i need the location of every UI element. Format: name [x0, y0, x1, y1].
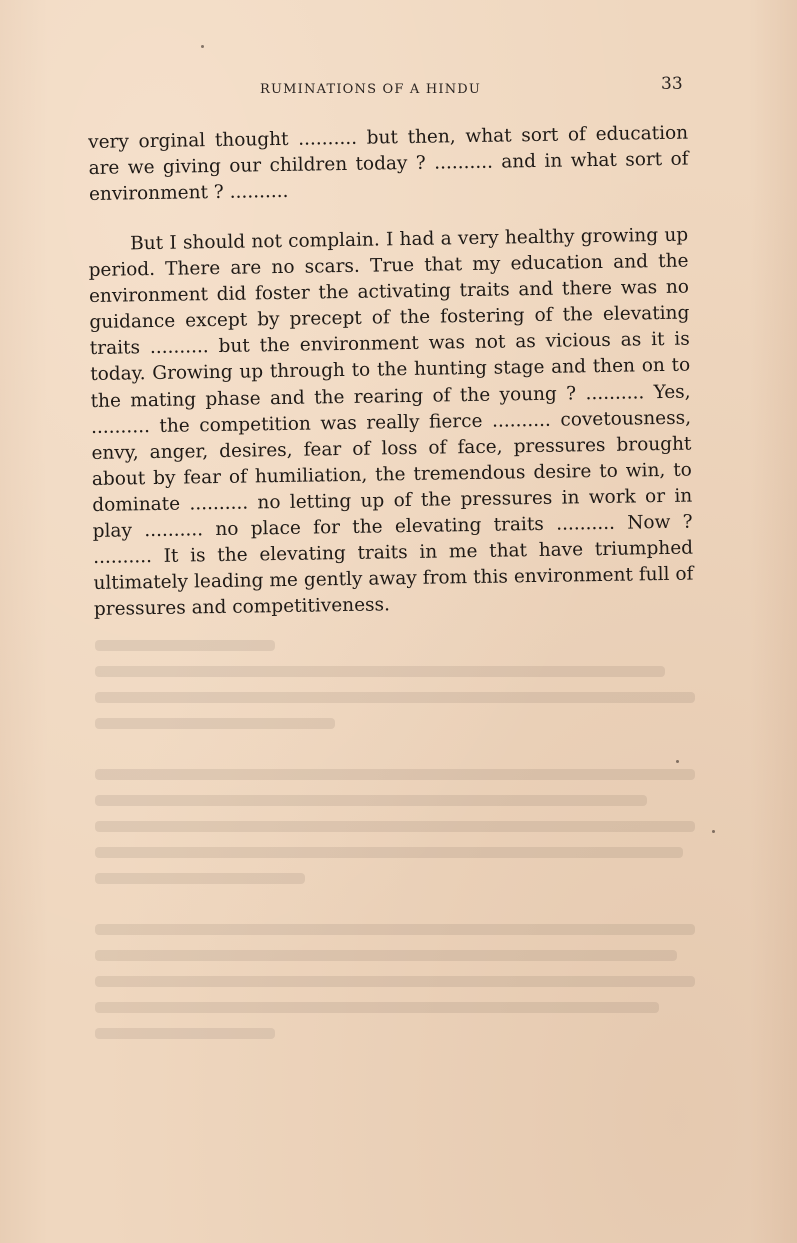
paper-speck	[712, 830, 715, 833]
paragraph-2	[88, 223, 694, 624]
paper-speck	[676, 760, 679, 763]
paragraph-1	[88, 121, 689, 209]
page-number: 33	[661, 74, 683, 94]
reverse-side-show-through	[95, 640, 695, 1140]
paper-speck	[201, 45, 204, 48]
running-head: RUMINATIONS OF A HINDU	[260, 82, 482, 97]
paragraph-2-text: But I should not complain. I had a very healthy growing up period. There are no scars. True that my education and the environment did foster the activating traits and there was no guidance except by precept of the fostering of the elevating traits .......... but the environment was not as vicious as it is today. Growing up through to the hunting stage and then on to the mating phase and the rearing of the young ? .......... Yes, .......... the competition was really fierce .......... covetousness, envy, anger, desires, fear of loss of face, pressures brought about by fear of humiliation, the tremendous desire to win, to dominate .......... no letting up of the pressures in work or in play .......... no place for the elevating traits .......... Now ? .......... It is the elevating traits in me that have triumphed ultimately leading me gently away from this environment full of pressures and competitiveness.	[88, 224, 694, 621]
paragraph-1-text: very orginal thought .......... but then, what sort of education are we giving our children today ? .......... and in what sort of environment ? ..........	[88, 122, 689, 206]
